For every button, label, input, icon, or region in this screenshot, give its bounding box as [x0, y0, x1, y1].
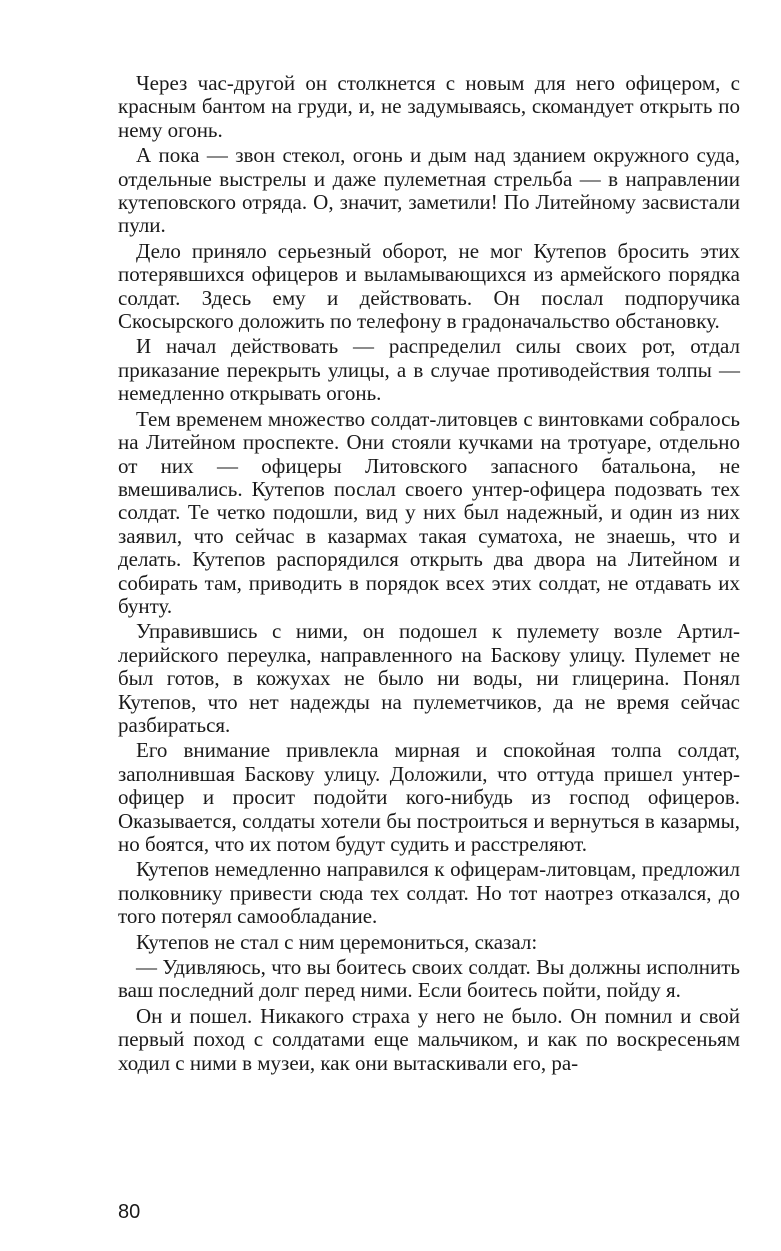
page-body [118, 72, 740, 1077]
paragraph-2: А пока — звон стекол, огонь и дым над зданием окружного суда, отдельные выстрелы и даже пулеметная стрельба — в направлении кутеповского отряда. О, значит, заметили! По Литейному засвистали пули. [118, 143, 740, 238]
paragraph-6: Управившись с ними, он подошел к пулемету возле Артиллерийского переулка, направленного на Баскову улицу. Пулемет не был готов, в кожухах не было ни воды, ни глицерина. Понял Кутепов, что нет надежды на пулеметчиков, да не время сейчас разбираться. [118, 619, 740, 737]
paragraph-9: Кутепов не стал с ним церемониться, сказал: [136, 929, 538, 954]
paragraph-7: Его внимание привлекла мирная и спокойная толпа солдат, заполнившая Баскову улицу. Доложили, что оттуда пришел унтер-офицер и просит подойти кого-нибудь из господ офицеров. Оказывается, солдаты хотели бы построиться и вернуться в казармы, но боятся, что их потом будут судить и расстреляют. [118, 738, 740, 856]
paragraph-10: — Удивляюсь, что вы боитесь своих солдат. Вы должны исполнить ваш последний долг перед ними. Если боитесь пойти, пойду я. [118, 955, 740, 1003]
paragraph-3: Дело приняло серьезный оборот, не мог Кутепов бросить этих потерявшихся офицеров и выламывающихся из армейского порядка солдат. Здесь ему и действовать. Он послал подпоручика Скосырского доложить по телефону в градоначальство обстановку. [118, 238, 740, 334]
page-number: 80 [118, 1201, 141, 1223]
paragraph-4: И начал действовать — распределил силы своих рот, отдал приказание перекрыть улицы, а в случае противодействия толпы — немедленно открывать огонь. [118, 334, 740, 406]
paragraph-1: Через час-другой он столкнется с новым для него офицером, с красным бантом на груди, и, не задумываясь, скомандует открыть по нему огонь. [118, 71, 740, 142]
paragraph-8: Кутепов немедленно направился к офицерам-литовцам, предложил полковнику привести сюда тех солдат. Но тот наотрез отказался, до того потерял самообладание. [118, 857, 740, 929]
paragraph-5: Тем временем множество солдат-литовцев с винтовками собралось на Литейном проспекте. Они стояли кучками на тротуаре, отдельно от них — офицеры Литовского запасного батальона, не вмешивались. Кутепов послал своего унтер-офицера подозвать тех солдат. Те четко подошли, вид у них был надежный, и один из них заявил, что сейчас в казармах такая суматоха, не знаешь, что и делать. Кутепов распорядился открыть два двора на Литейном и собирать там, приводить в порядок всех этих солдат, не отдавать их бунту. [118, 406, 740, 618]
paragraph-11: Он и пошел. Никакого страха у него не было. Он помнил и свой первый поход с солдатами еще мальчиком, и как по воскресеньям ходил с ними в музеи, как они вытаскивали его, ра- [118, 1003, 740, 1075]
